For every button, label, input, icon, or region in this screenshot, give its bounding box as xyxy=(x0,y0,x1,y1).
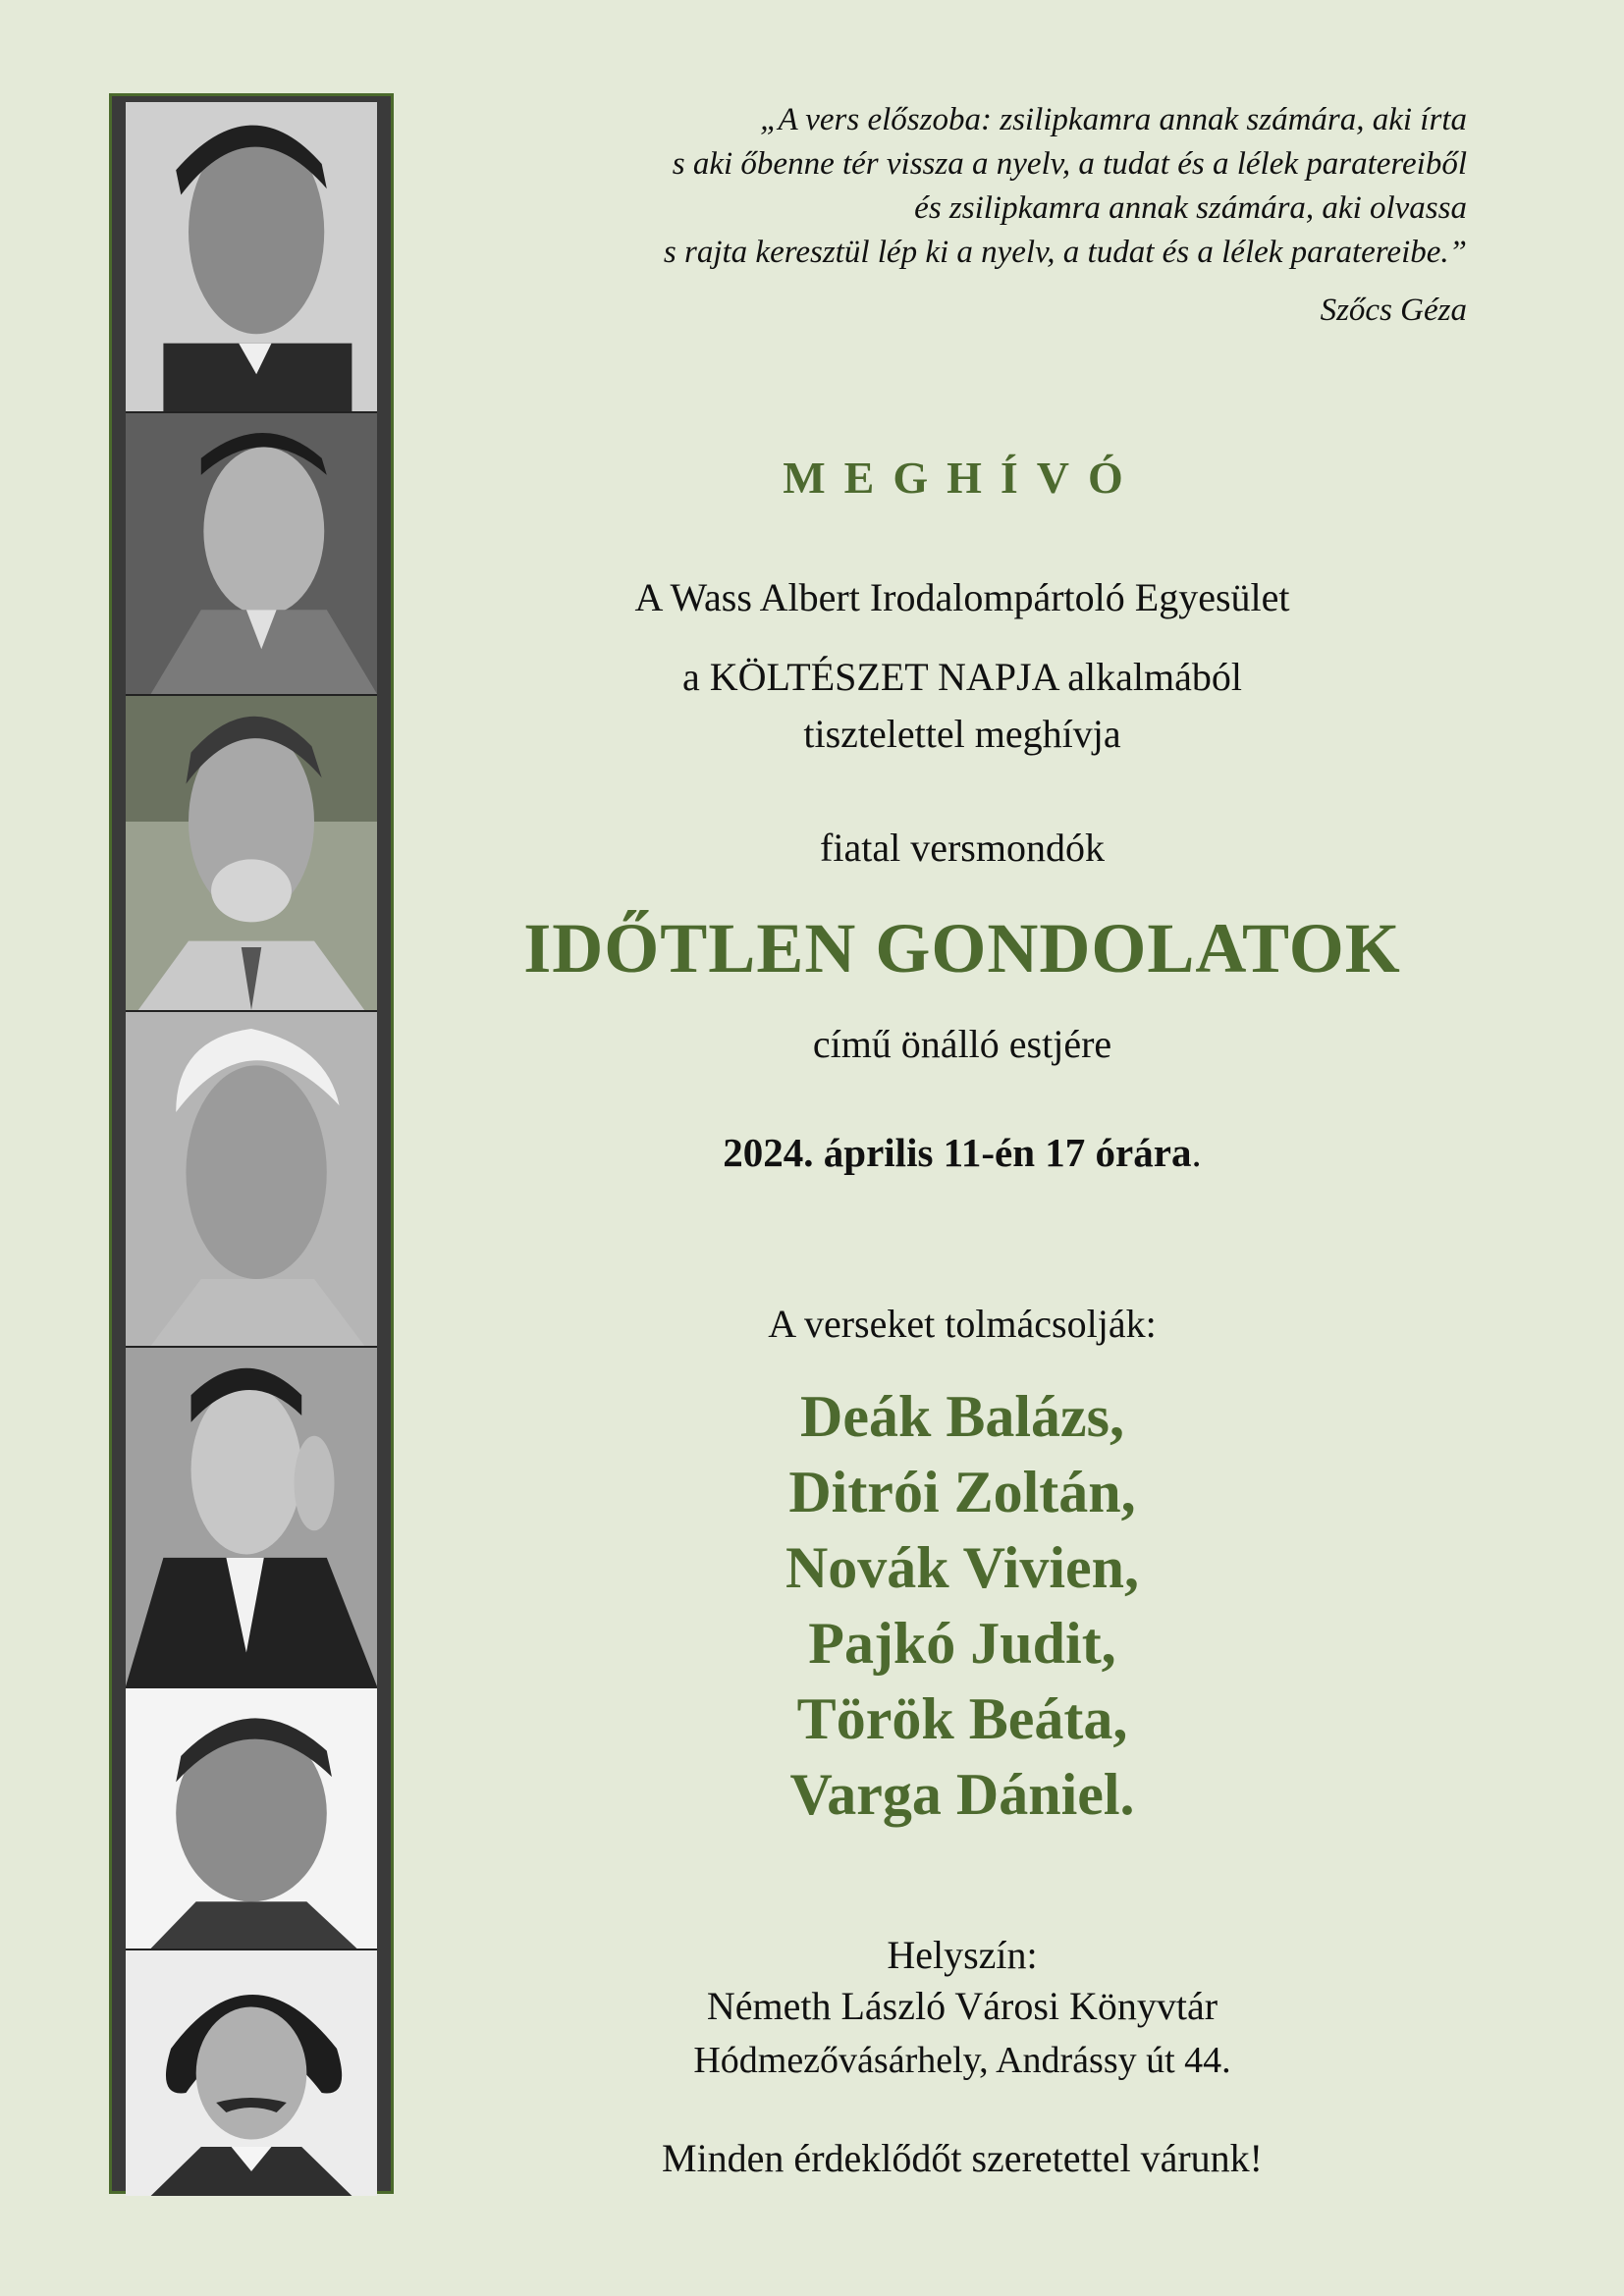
portrait-strip xyxy=(109,93,394,2194)
performer-name: Török Beáta, xyxy=(796,1686,1128,1751)
quote-author: Szőcs Géza xyxy=(1320,293,1467,328)
poet-portrait-2 xyxy=(126,413,377,696)
performers-label: A verseket tolmácsolják: xyxy=(768,1302,1157,1346)
quote-line: „A vers előszoba: zsilipkamra annak számára, aki írta xyxy=(760,102,1467,137)
performer-name: Ditrói Zoltán, xyxy=(788,1460,1136,1524)
poet-portrait-7 xyxy=(126,1950,377,2196)
performer-name: Deák Balázs, xyxy=(800,1384,1124,1449)
quote-line: s rajta keresztül lép ki a nyelv, a tudat és a lélek paratereibe.” xyxy=(663,235,1467,270)
audience-line: fiatal versmondók xyxy=(820,826,1105,870)
poet-portrait-1 xyxy=(126,102,377,413)
performers-list xyxy=(471,1379,1453,1833)
event-date: 2024. április 11-én 17 órára xyxy=(723,1130,1192,1175)
venue-label: Helyszín: xyxy=(887,1933,1038,1977)
performer-name: Varga Dániel. xyxy=(789,1762,1135,1827)
quote-line: és zsilipkamra annak számára, aki olvassa xyxy=(914,190,1467,226)
invites-line: tisztelettel meghívja xyxy=(803,712,1121,756)
poet-portrait-5 xyxy=(126,1348,377,1688)
epigraph-quote xyxy=(485,98,1467,333)
event-title-suffix: című önálló estjére xyxy=(812,1022,1112,1066)
performer-name: Novák Vivien, xyxy=(785,1535,1140,1600)
poet-portrait-4 xyxy=(126,1012,377,1348)
event-date-line xyxy=(471,1129,1453,1176)
performer-name: Pajkó Judit, xyxy=(808,1611,1116,1676)
poet-portrait-3 xyxy=(126,696,377,1012)
poet-portrait-6 xyxy=(126,1688,377,1950)
invitation-heading: MEGHÍVÓ xyxy=(783,453,1142,503)
occasion-line: a KÖLTÉSZET NAPJA alkalmából xyxy=(682,655,1242,699)
event-title: IDŐTLEN GONDOLATOK xyxy=(523,909,1401,988)
event-date-period: . xyxy=(1191,1130,1202,1175)
venue-name: Németh László Városi Könyvtár xyxy=(706,1984,1218,2028)
closing-line: Minden érdeklődőt szeretettel várunk! xyxy=(662,2136,1263,2180)
venue-address: Hódmezővásárhely, Andrássy út 44. xyxy=(693,2040,1231,2081)
host-organization: A Wass Albert Irodalompártoló Egyesület xyxy=(634,575,1290,619)
quote-line: s aki őbenne tér vissza a nyelv, a tudat és a lélek paratereiből xyxy=(672,146,1467,182)
